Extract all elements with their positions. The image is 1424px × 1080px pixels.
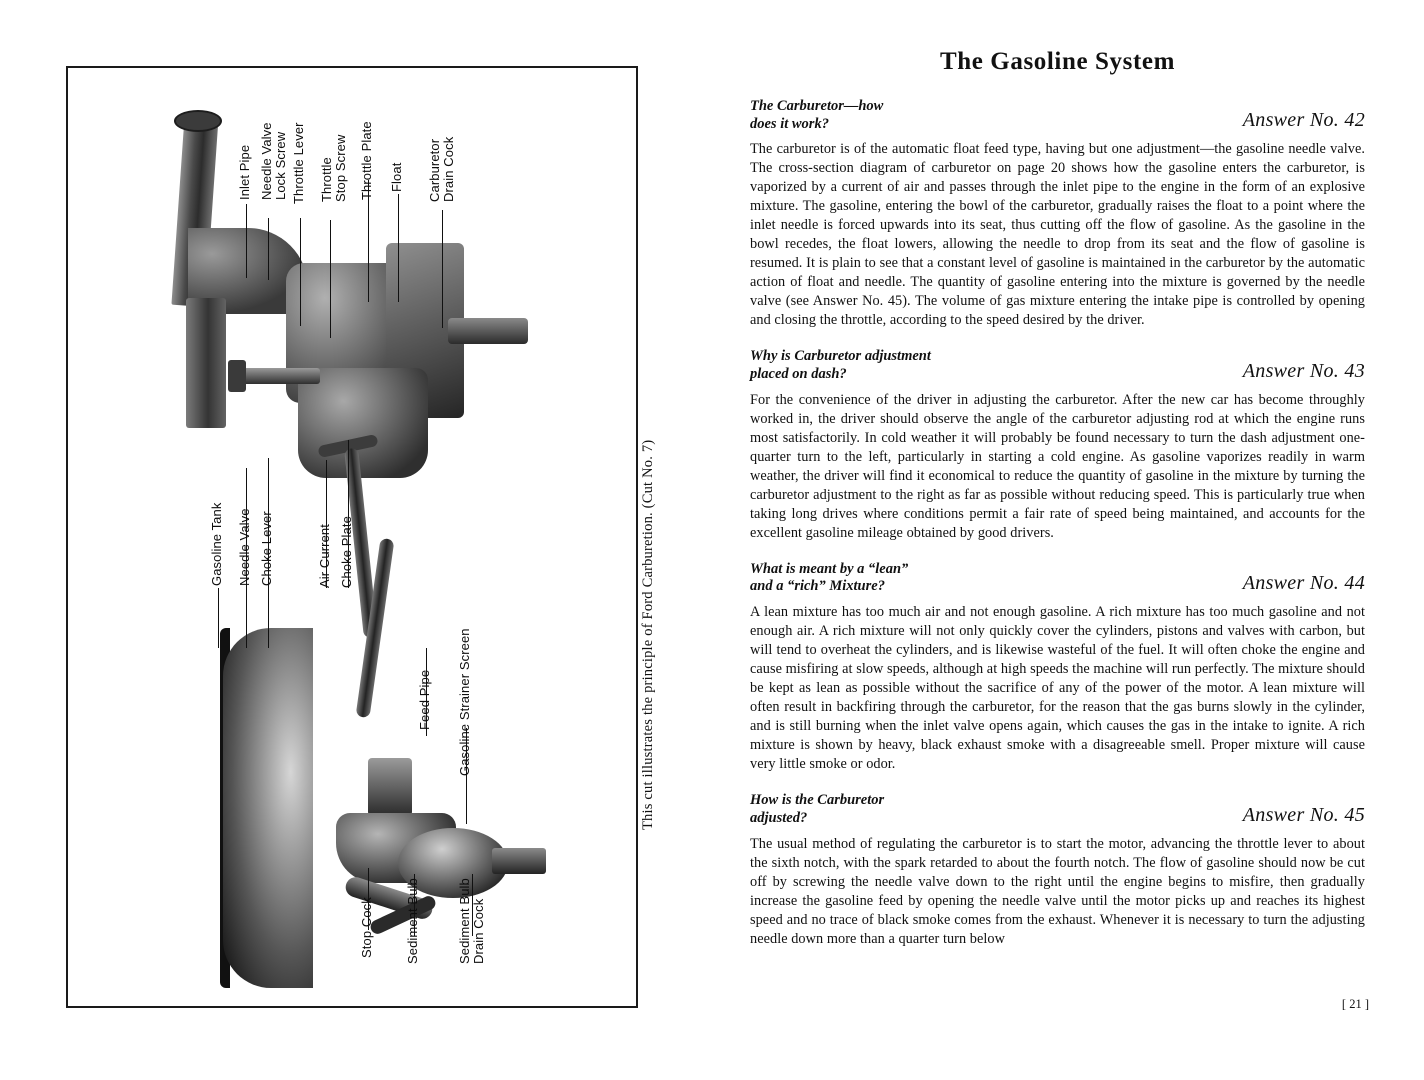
qa-head bbox=[750, 561, 1365, 596]
carburetor-drain-cock-shape bbox=[448, 318, 528, 344]
plate-frame bbox=[66, 66, 638, 1008]
label-sediment-bulb: Sediment Bulb bbox=[405, 878, 420, 964]
label-throttle-stop-screw: Throttle Stop Screw bbox=[319, 134, 349, 202]
label-float: Float bbox=[389, 162, 404, 192]
leader-gasoline-tank bbox=[218, 588, 219, 648]
illustration-page bbox=[0, 0, 700, 1080]
qa-entry-45 bbox=[750, 792, 1365, 948]
answer-number: Answer No. 44 bbox=[1242, 572, 1365, 595]
answer-body: The carburetor is of the automatic float feed type, having but one adjustment—the gasoline needle valve. The cross-section diagram of carburetor on page 20 shows how the gasoline enters the carburetor, is vaporized by a current of air and passes through the inlet pipe to the engine in the form of an explosive mixture. The gasoline, entering the bowl of the carburetor, gradually raises the float to a point where the inlet needle is forced upwards into its seat, thus cutting off the flow of gasoline. As the gasoline in the bowl recedes, the float lowers, allowing the needle to drop from its seat and the flow of gasoline is resumed. It is plain to see that a constant level of gasoline is maintained in the carburetor by the automatic action of float and needle. The quantity of gasoline entering into the mixture is governed by the needle valve (see Answer No. 45). The volume of gas mixture entering the intake pipe is controlled by opening and closing the throttle, according to the speed desired by the driver. bbox=[750, 141, 1365, 329]
carburetion-diagram bbox=[68, 68, 636, 1006]
leader-throttle-stop-screw bbox=[330, 220, 331, 338]
question-text: How is the Carburetor adjusted? bbox=[750, 792, 885, 826]
answer-number: Answer No. 45 bbox=[1242, 803, 1365, 826]
question-text: Why is Carburetor adjustment placed on dash? bbox=[750, 348, 931, 383]
question-text: What is meant by a “lean” and a “rich” Mixture? bbox=[750, 560, 909, 595]
label-air-current: Air Current bbox=[317, 524, 332, 588]
text-page bbox=[700, 0, 1424, 1080]
label-carburetor-drain-cock: Carburetor Drain Cock bbox=[427, 136, 457, 202]
answer-number: Answer No. 42 bbox=[1242, 109, 1365, 132]
qa-entry-44 bbox=[750, 561, 1365, 774]
leader-throttle-lever bbox=[300, 218, 301, 326]
qa-head bbox=[750, 792, 1365, 827]
qa-head bbox=[750, 98, 1365, 133]
label-gasoline-tank: Gasoline Tank bbox=[209, 502, 224, 586]
inlet-pipe-mouth-shape bbox=[174, 110, 222, 132]
needle-valve-shaft-shape bbox=[240, 368, 320, 384]
answer-number: Answer No. 43 bbox=[1242, 359, 1365, 382]
label-needle-valve: Needle Valve bbox=[237, 508, 252, 586]
answer-body: For the convenience of the driver in adjusting the carburetor. After the new car has become throughly worked in, the driver should observe the angle of the carburetor adjusting rod at which the engine runs most satisfactorily. In cold weather it will probably be found necessary to turn the dash adjustment one-quarter turn to the left, particularly in starting a cold engine. As gasoline vaporizes readily in warm weather, the driver will find it economical to reduce the quantity of gasoline in the mixture by turning the carburetor adjustment to the right as far as possible without reducing speed. This is particularly true when taking long drives where conditions permit a fair rate of speed being maintained, and accounts for the excellent gasoline mileage obtained by good drivers. bbox=[750, 391, 1365, 541]
page-title: The Gasoline System bbox=[939, 48, 1176, 75]
label-inlet-pipe: Inlet Pipe bbox=[237, 144, 252, 200]
page-folio: [ 21 ] bbox=[1341, 997, 1369, 1011]
strainer-body-shape bbox=[368, 758, 412, 816]
question-text: The Carburetor—how does it work? bbox=[750, 98, 884, 132]
label-choke-lever: Choke Lever bbox=[259, 511, 274, 586]
sediment-bulb-drain-cock-shape bbox=[492, 848, 546, 874]
inlet-riser-shape bbox=[186, 298, 226, 428]
label-stop-cock: Stop Cock bbox=[359, 897, 374, 958]
answer-body: A lean mixture has too much air and not enough gasoline. A rich mixture has too much gasoline and not enough air. A rich mixture will not only quickly cover the cylinders, pistons and valves with carbon, but will tend to overheat the cylinders, and is likewise wasteful of the fuel. It will often choke the engine and cause misfiring at slow speeds, although at high speeds the machine will run perfectly. The mixture should be kept as lean as possible without the sacrifice of any of the power of the motor. A lean mixture will often result in backfiring through the carburetor, for the reason that the gas burns slowly in the cylinder, and is still burning when the inlet valve opens again, which causes the gas in the intake to ignite. A rich mixture is shown by heavy, black exhaust smoke with a disagreeable smell. Proper mixture will cause very little smoke or odor. bbox=[750, 604, 1365, 773]
leader-carburetor-drain-cock bbox=[442, 210, 443, 328]
qa-entry-42 bbox=[750, 98, 1365, 330]
carburetor-bowl-shape bbox=[298, 368, 428, 478]
leader-inlet-pipe bbox=[246, 204, 247, 278]
label-choke-plate: Choke Plate bbox=[339, 516, 354, 588]
leader-float bbox=[398, 194, 399, 302]
plate-caption: This cut illustrates the principle of Ford Carburetion. (Cut No. 7) bbox=[640, 439, 656, 830]
needle-valve-knob-shape bbox=[228, 360, 246, 392]
label-needle-valve-lock-screw: Needle Valve Lock Screw bbox=[259, 122, 289, 200]
qa-head bbox=[750, 348, 1365, 383]
leader-needle-valve-lock-screw bbox=[268, 218, 269, 280]
qa-entry-43 bbox=[750, 348, 1365, 542]
label-sediment-bulb-drain-cock: Sediment Bulb Drain Cock bbox=[457, 878, 487, 964]
label-throttle-lever: Throttle Lever bbox=[291, 122, 306, 204]
answer-body: The usual method of regulating the carburetor is to start the motor, advancing the throttle lever to about the sixth notch, with the spark retarded to about the fourth notch. The flow of gasoline should now be cut off by screwing the needle valve down to the right until the engine begins to misfire, then gradually increase the gasoline feed by opening the needle valve until the motor picks up and reaches its highest speed and no trace of black smoke comes from the exhaust. Whenever it is necessary to turn the adjusting needle down more than a quarter turn below bbox=[750, 835, 1365, 947]
label-gasoline-strainer-screen: Gasoline Strainer Screen bbox=[457, 628, 472, 776]
label-feed-pipe: Feed Pipe bbox=[417, 669, 432, 730]
label-throttle-plate: Throttle Plate bbox=[359, 121, 374, 200]
gasoline-tank-shape bbox=[223, 628, 313, 988]
